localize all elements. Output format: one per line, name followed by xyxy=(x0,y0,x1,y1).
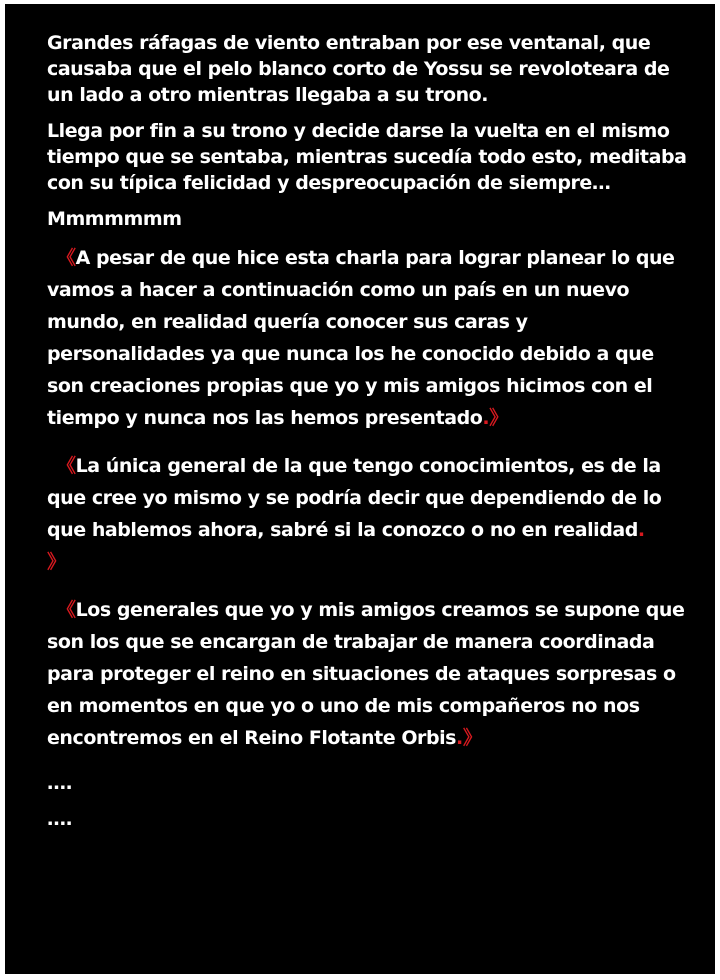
narration-paragraph-1: Grandes ráfagas de viento entraban por ese ventanal, que causaba que el pelo blanco corto de Yossu se revoloteara de un lado a otro mientras llegaba a su trono. xyxy=(47,32,670,106)
inner-thought-1-text: A pesar de que hice esta charla para lograr planear lo que vamos a hacer a continuación como un país en un nuevo mundo, en realidad quería conocer sus caras y personalidades ya que nunca los he conocido debido a que son creaciones propias que yo y mis amigos hicimos con el tiempo y nunca nos las hemos presentado xyxy=(47,247,675,429)
close-bracket: 》 xyxy=(489,407,508,429)
close-bracket: 》 xyxy=(462,727,482,749)
inner-thought-3-text: Los generales que yo y mis amigos creamos se supone que son los que se encargan de trabajar de manera coordinada para proteger el reino en situaciones de ataques sorpresas o en momentos en que yo o uno de mis compañeros no nos encontremos en el Reino Flotante Orbis xyxy=(47,599,685,749)
period-mark: . xyxy=(637,519,645,541)
ellipsis-line-1: …. xyxy=(47,772,73,794)
thought-mmm: Mmmmmmm xyxy=(47,208,182,230)
open-bracket: 《 xyxy=(57,247,76,269)
inner-thought-3 xyxy=(47,594,687,754)
inner-thought-2 xyxy=(47,450,687,578)
inner-thought-1 xyxy=(47,242,687,434)
open-bracket: 《 xyxy=(57,455,76,477)
narration-paragraph-2: Llega por fin a su trono y decide darse la vuelta en el mismo tiempo que se sentaba, mientras sucedía todo esto, meditaba con su típica felicidad y despreocupación de siempre… xyxy=(47,120,687,194)
inner-thought-2-text: La única general de la que tengo conocimientos, es de la que cree yo mismo y se podría decir que dependiendo de lo que hablemos ahora, sabré si la conozco o no en realidad xyxy=(47,455,662,541)
open-bracket: 《 xyxy=(57,599,76,621)
story-text xyxy=(47,30,687,842)
story-page xyxy=(5,4,715,974)
ellipsis-line-2: …. xyxy=(47,808,73,830)
period-mark: . xyxy=(456,727,463,749)
close-bracket: 》 xyxy=(47,551,66,573)
period-mark: . xyxy=(482,407,490,429)
